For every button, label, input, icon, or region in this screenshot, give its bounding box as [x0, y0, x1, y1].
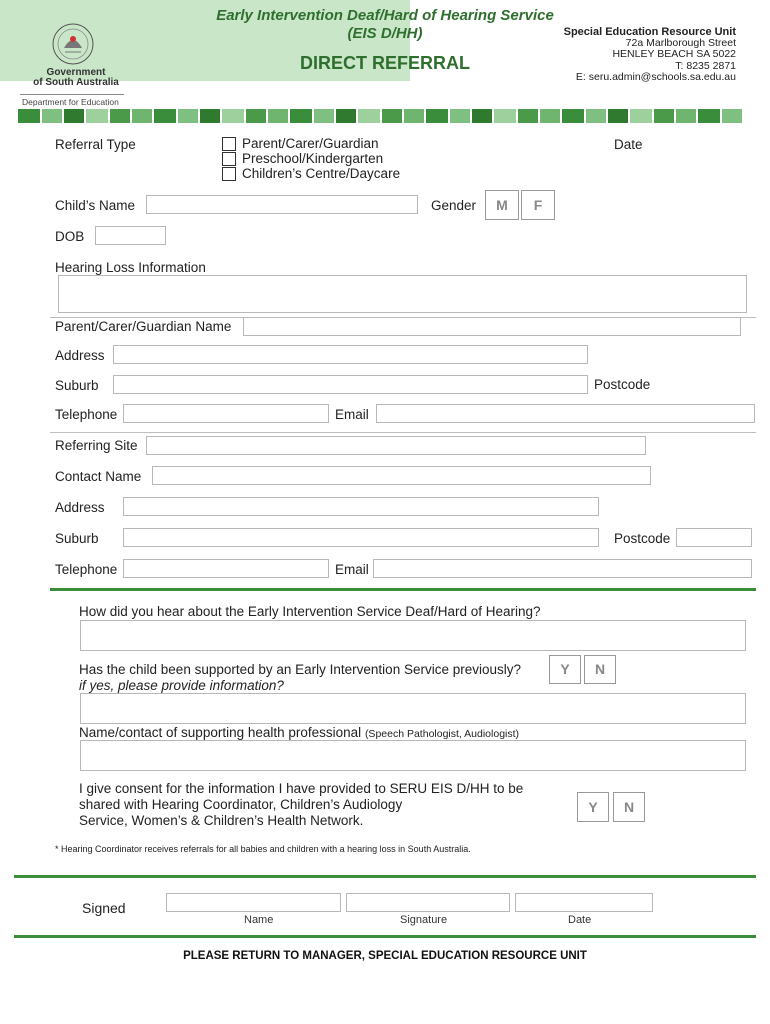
stripe-segment — [654, 109, 674, 123]
section-divider — [14, 935, 756, 938]
seru-address-2: HENLEY BEACH SA 5022 — [612, 48, 736, 61]
consent-yes-box[interactable]: Y — [577, 792, 609, 822]
consent-no-box[interactable]: N — [613, 792, 645, 822]
health-professional-text: Name/contact of supporting health professional — [79, 725, 362, 740]
hearing-loss-field[interactable] — [58, 275, 747, 313]
seru-contact-block — [564, 27, 736, 83]
referral-option-childcare-label: Children’s Centre/Daycare — [242, 166, 401, 181]
stripe-segment — [290, 109, 312, 123]
stripe-segment — [132, 109, 152, 123]
site-postcode-label: Postcode — [614, 531, 671, 546]
site-telephone-field[interactable] — [123, 559, 329, 578]
child-name-field[interactable] — [146, 195, 418, 214]
supported-no-box[interactable]: N — [584, 655, 616, 684]
parent-email-field[interactable] — [376, 404, 755, 423]
parent-email-label: Email — [335, 407, 369, 422]
stripe-segment — [268, 109, 288, 123]
referral-option-parent-label: Parent/Carer/Guardian — [242, 136, 379, 151]
stripe-segment — [314, 109, 334, 123]
form-title: DIRECT REFERRAL — [300, 53, 470, 73]
health-professional-label — [79, 725, 519, 740]
signature-field[interactable] — [346, 893, 510, 912]
parent-suburb-label: Suburb — [55, 378, 99, 393]
signature-caption: Signature — [400, 914, 448, 926]
parent-name-field[interactable] — [243, 317, 741, 336]
gender-m-box[interactable]: M — [485, 190, 519, 220]
logo-department: Department for Education — [22, 97, 119, 107]
seru-email: E: seru.admin@schools.sa.edu.au — [575, 70, 736, 83]
parent-address-field[interactable] — [113, 345, 588, 364]
stripe-segment — [358, 109, 380, 123]
contact-name-field[interactable] — [152, 466, 651, 485]
parent-name-label: Parent/Carer/Guardian Name — [55, 319, 232, 334]
site-telephone-label: Telephone — [55, 562, 118, 577]
footnote: * Hearing Coordinator receives referrals for all babies and children with a hearing loss in South Australia. — [55, 844, 471, 854]
gender-label: Gender — [431, 198, 477, 213]
hearing-loss-label: Hearing Loss Information — [55, 260, 206, 275]
site-address-label: Address — [55, 500, 105, 515]
referral-option-preschool-checkbox[interactable] — [222, 152, 236, 166]
referral-option-preschool-label: Preschool/Kindergarten — [242, 151, 384, 166]
seru-address-1: 72a Marlborough Street — [625, 37, 736, 50]
site-suburb-field[interactable] — [123, 528, 599, 547]
stripe-segment — [722, 109, 742, 123]
stripe-segment — [200, 109, 220, 123]
health-professional-field[interactable] — [80, 740, 746, 771]
name-caption: Name — [244, 914, 274, 926]
supported-question: Has the child been supported by an Early Intervention Service previously? — [79, 662, 521, 677]
stripe-segment — [540, 109, 560, 123]
stripe-segment — [42, 109, 62, 123]
stripe-segment — [586, 109, 606, 123]
date-caption: Date — [568, 914, 592, 926]
signed-date-field[interactable] — [515, 893, 653, 912]
consent-line-1: I give consent for the information I have provided to SERU EIS D/HH to be — [79, 781, 524, 796]
how-heard-field[interactable] — [80, 620, 746, 651]
signed-name-field[interactable] — [166, 893, 341, 912]
site-postcode-field[interactable] — [676, 528, 752, 547]
stripe-segment — [336, 109, 356, 123]
stripe-segment — [472, 109, 492, 123]
gender-f-box[interactable]: F — [521, 190, 555, 220]
date-label: Date — [614, 137, 643, 152]
stripe-segment — [64, 109, 84, 123]
stripe-segment — [246, 109, 266, 123]
parent-suburb-field[interactable] — [113, 375, 588, 394]
contact-name-label: Contact Name — [55, 469, 142, 484]
child-name-label: Child’s Name — [55, 198, 136, 213]
stripe-segment — [630, 109, 652, 123]
stripe-segment — [18, 109, 40, 123]
consent-line-3: Service, Women’s & Children’s Health Network. — [79, 813, 364, 828]
parent-telephone-label: Telephone — [55, 407, 118, 422]
logo-line-2: of South Australia — [33, 77, 119, 88]
title-banner — [0, 0, 554, 81]
dob-field[interactable] — [95, 226, 166, 245]
stripe-segment — [382, 109, 402, 123]
section-divider — [50, 588, 756, 591]
how-heard-question: How did you hear about the Early Intervention Service Deaf/Hard of Hearing? — [79, 604, 541, 619]
seru-title: Special Education Resource Unit — [563, 26, 736, 38]
consent-line-2: shared with Hearing Coordinator, Children’s Audiology — [79, 797, 403, 812]
section-divider — [14, 875, 756, 878]
stripe-segment — [426, 109, 448, 123]
stripe-segment — [110, 109, 130, 123]
seru-phone: T: 8235 2871 — [675, 59, 736, 72]
signed-label: Signed — [82, 900, 126, 916]
service-title: Early Intervention Deaf/Hard of Hearing Service — [216, 7, 554, 24]
stripe-segment — [404, 109, 424, 123]
stripe-segment — [178, 109, 198, 123]
referring-site-label: Referring Site — [55, 438, 138, 453]
stripe-segment — [86, 109, 108, 123]
site-email-label: Email — [335, 562, 369, 577]
stripe-segment — [154, 109, 176, 123]
supported-info-field[interactable] — [80, 693, 746, 724]
health-professional-note: (Speech Pathologist, Audiologist) — [364, 728, 520, 740]
decorative-stripe — [18, 109, 743, 123]
stripe-segment — [222, 109, 244, 123]
stripe-segment — [676, 109, 696, 123]
parent-telephone-field[interactable] — [123, 404, 329, 423]
stripe-segment — [450, 109, 470, 123]
referral-option-parent-checkbox[interactable] — [222, 137, 236, 151]
referring-site-field[interactable] — [146, 436, 646, 455]
stripe-segment — [494, 109, 516, 123]
supported-yes-box[interactable]: Y — [549, 655, 581, 684]
site-address-field[interactable] — [123, 497, 599, 516]
return-instruction: PLEASE RETURN TO MANAGER, SPECIAL EDUCATION RESOURCE UNIT — [183, 950, 587, 962]
parent-address-label: Address — [55, 348, 105, 363]
site-email-field[interactable] — [373, 559, 752, 578]
stripe-segment — [562, 109, 584, 123]
logo-line-1: Government — [46, 67, 106, 78]
stripe-segment — [698, 109, 720, 123]
stripe-segment — [518, 109, 538, 123]
supported-note: if yes, please provide information? — [79, 678, 284, 693]
divider — [50, 432, 756, 433]
dob-label: DOB — [55, 229, 85, 244]
referral-type-label: Referral Type — [55, 137, 136, 152]
parent-postcode-label: Postcode — [594, 377, 651, 392]
referral-option-childcare-checkbox[interactable] — [222, 167, 236, 181]
site-suburb-label: Suburb — [55, 531, 99, 546]
service-subtitle: (EIS D/HH) — [347, 25, 423, 42]
stripe-segment — [608, 109, 628, 123]
